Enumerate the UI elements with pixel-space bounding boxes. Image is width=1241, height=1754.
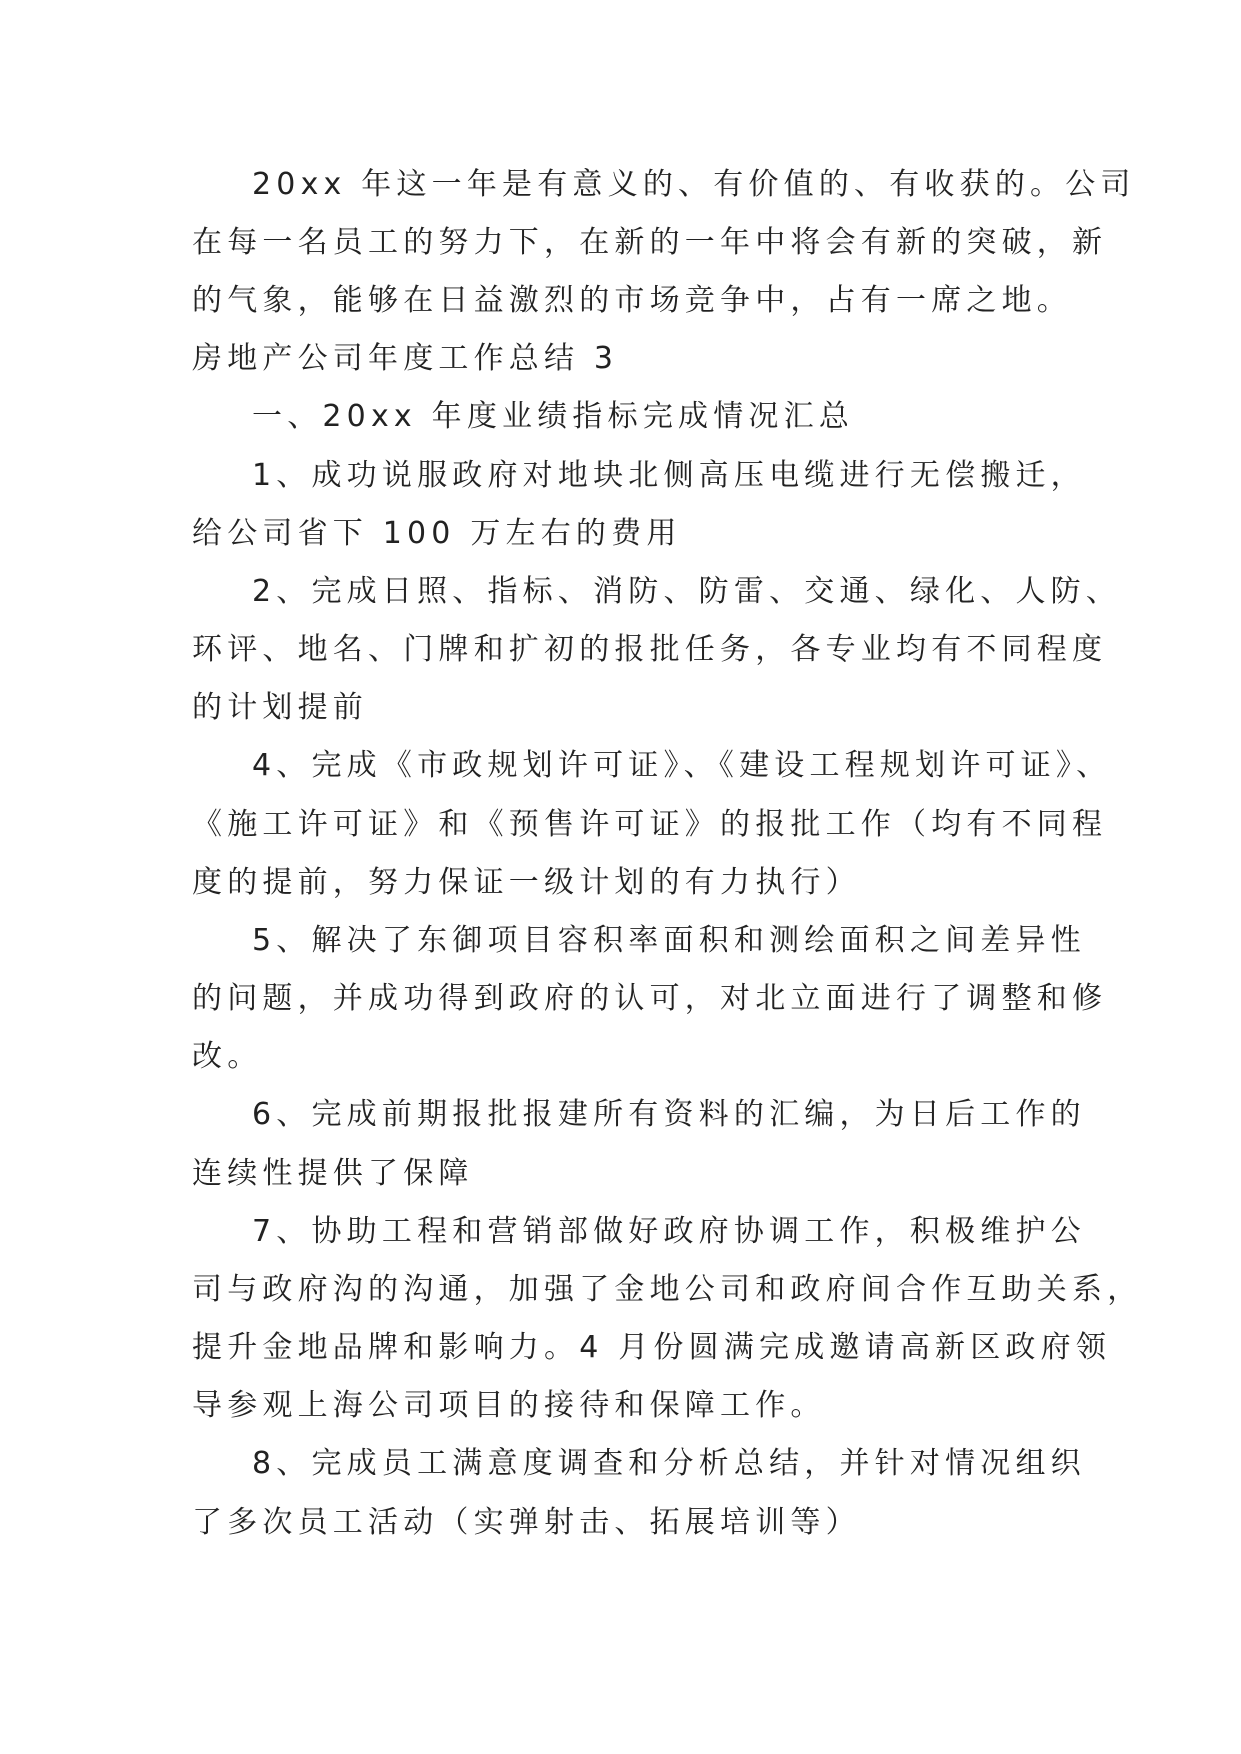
- list-item-line: 改。: [192, 1039, 263, 1074]
- section-title: 房地产公司年度工作总结 3: [192, 341, 619, 376]
- paragraph-line: 的气象，能够在日益激烈的市场竞争中，占有一席之地。: [192, 283, 1072, 318]
- list-item-line: 的问题，并成功得到政府的认可，对北立面进行了调整和修: [192, 981, 1108, 1016]
- list-item-line: 6、完成前期报批报建所有资料的汇编，为日后工作的: [252, 1097, 1086, 1132]
- list-item-line: 给公司省下 100 万左右的费用: [192, 516, 682, 551]
- list-item-line: 2、完成日照、指标、消防、防雷、交通、绿化、人防、: [252, 574, 1122, 609]
- list-item-line: 环评、地名、门牌和扩初的报批任务，各专业均有不同程度: [192, 632, 1108, 667]
- list-item-line: 1、成功说服政府对地块北侧高压电缆进行无偿搬迁，: [252, 458, 1086, 493]
- list-item-line: 8、完成员工满意度调查和分析总结，并针对情况组织: [252, 1446, 1086, 1481]
- list-item-line: 4、完成《市政规划许可证》、《建设工程规划许可证》、: [252, 748, 1112, 783]
- list-item-line: 5、解决了东御项目容积率面积和测绘面积之间差异性: [252, 923, 1086, 958]
- list-item-line: 连续性提供了保障: [192, 1156, 474, 1191]
- section-subheading: 一、20xx 年度业绩指标完成情况汇总: [252, 399, 855, 434]
- list-item-line: 《施工许可证》和《预售许可证》的报批工作（均有不同程: [192, 807, 1108, 842]
- list-item-line: 导参观上海公司项目的接待和保障工作。: [192, 1388, 826, 1423]
- list-item-line: 的计划提前: [192, 690, 368, 725]
- paragraph-line: 在每一名员工的努力下，在新的一年中将会有新的突破，新: [192, 225, 1108, 260]
- list-item-line: 司与政府沟的沟通，加强了金地公司和政府间合作互助关系，: [192, 1272, 1143, 1307]
- list-item-line: 提升金地品牌和影响力。4 月份圆满完成邀请高新区政府领: [192, 1330, 1112, 1365]
- list-item-line: 7、协助工程和营销部做好政府协调工作，积极维护公: [252, 1214, 1086, 1249]
- paragraph-line: 20xx 年这一年是有意义的、有价值的、有收获的。公司: [252, 167, 1136, 202]
- list-item-line: 了多次员工活动（实弹射击、拓展培训等）: [192, 1505, 861, 1540]
- list-item-line: 度的提前，努力保证一级计划的有力执行）: [192, 865, 861, 900]
